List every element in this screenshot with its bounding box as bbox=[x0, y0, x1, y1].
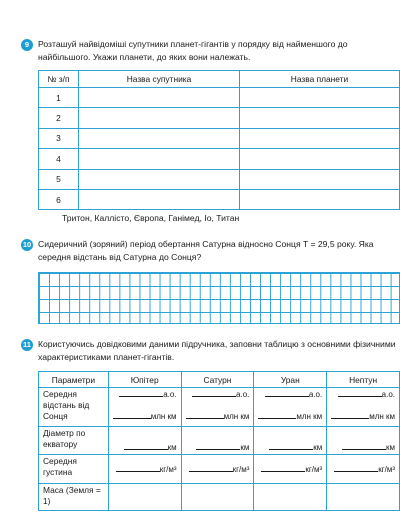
value-cell[interactable]: кг/м³ bbox=[254, 455, 327, 484]
value-cell[interactable]: км bbox=[254, 427, 327, 455]
value-cell[interactable] bbox=[108, 484, 181, 511]
satellite-cell[interactable] bbox=[79, 108, 240, 128]
value-cell[interactable]: км bbox=[327, 427, 400, 455]
planet-cell[interactable] bbox=[240, 88, 400, 108]
param-label: Середня відстань від Сонця bbox=[39, 388, 109, 427]
planets-table bbox=[38, 371, 400, 511]
table-header-row bbox=[39, 71, 400, 88]
row-number: 6 bbox=[39, 189, 79, 209]
value-cell[interactable] bbox=[327, 484, 400, 511]
satellite-cell[interactable] bbox=[79, 169, 240, 189]
table-row bbox=[39, 88, 400, 108]
task-number-badge: 11 bbox=[21, 339, 33, 351]
task-text: Розташуй найвідоміші супутники планет-гігантів у порядку від найменшого до найбільшого. Укажи планети, до яких вони належать. bbox=[38, 39, 348, 63]
value-cell[interactable]: км bbox=[181, 427, 254, 455]
task-text: Користуючись довідковими даними підручника, заповни таблицю з основними фізичними характеристиками планет-гігантів. bbox=[38, 339, 396, 363]
header-cell: Параметри bbox=[39, 372, 109, 388]
value-cell[interactable]: а.о. млн км bbox=[108, 388, 181, 427]
header-cell: Сатурн bbox=[181, 372, 254, 388]
value-cell[interactable]: а.о. млн км bbox=[254, 388, 327, 427]
row-number: 5 bbox=[39, 169, 79, 189]
planet-cell[interactable] bbox=[240, 149, 400, 169]
planet-cell[interactable] bbox=[240, 128, 400, 148]
satellite-cell[interactable] bbox=[79, 189, 240, 209]
task-text: Сидеричний (зоряний) період обертання Сатурна відносно Сонця T = 29,5 року. Яка середня відстань від Сатурна до Сонця? bbox=[38, 239, 374, 263]
table-row bbox=[39, 455, 400, 484]
table-row bbox=[39, 128, 400, 148]
value-cell[interactable] bbox=[181, 484, 254, 511]
row-number: 1 bbox=[39, 88, 79, 108]
planet-cell[interactable] bbox=[240, 189, 400, 209]
table-row bbox=[39, 169, 400, 189]
header-cell: № з/п bbox=[39, 71, 79, 88]
header-cell: Юпітер bbox=[108, 372, 181, 388]
task-number-badge: 9 bbox=[21, 39, 33, 51]
header-cell: Уран bbox=[254, 372, 327, 388]
header-cell: Назва планети bbox=[240, 71, 400, 88]
planet-cell[interactable] bbox=[240, 108, 400, 128]
param-label: Маса (Земля = 1) bbox=[39, 484, 109, 511]
task-11 bbox=[23, 338, 400, 365]
param-label: Середня густина bbox=[39, 455, 109, 484]
table-row bbox=[39, 484, 400, 511]
answer-grid[interactable] bbox=[38, 272, 400, 324]
row-number: 2 bbox=[39, 108, 79, 128]
task-number-badge: 10 bbox=[22, 240, 32, 249]
value-cell[interactable]: кг/м³ bbox=[327, 455, 400, 484]
value-cell[interactable]: кг/м³ bbox=[108, 455, 181, 484]
row-number: 4 bbox=[39, 149, 79, 169]
table-row bbox=[39, 108, 400, 128]
task-10 bbox=[22, 238, 400, 265]
satellites-table bbox=[38, 70, 400, 210]
satellite-cell[interactable] bbox=[79, 88, 240, 108]
value-cell[interactable]: а.о. млн км bbox=[327, 388, 400, 427]
value-cell[interactable]: а.о. млн км bbox=[181, 388, 254, 427]
header-cell: Нептун bbox=[327, 372, 400, 388]
task-9 bbox=[24, 38, 400, 65]
table-row bbox=[39, 149, 400, 169]
value-cell[interactable]: км bbox=[108, 427, 181, 455]
row-number: 3 bbox=[39, 128, 79, 148]
table-row bbox=[39, 189, 400, 209]
param-label: Діаметр по екватору bbox=[39, 427, 109, 455]
value-cell[interactable]: кг/м³ bbox=[181, 455, 254, 484]
satellite-cell[interactable] bbox=[79, 128, 240, 148]
table-row bbox=[39, 388, 400, 427]
table-row bbox=[39, 427, 400, 455]
planet-cell[interactable] bbox=[240, 169, 400, 189]
table-header-row bbox=[39, 372, 400, 388]
satellite-cell[interactable] bbox=[79, 149, 240, 169]
value-cell[interactable] bbox=[254, 484, 327, 511]
satellites-list: Тритон, Каллісто, Європа, Ганімед, Іо, Титан bbox=[62, 213, 240, 223]
header-cell: Назва супутника bbox=[79, 71, 240, 88]
